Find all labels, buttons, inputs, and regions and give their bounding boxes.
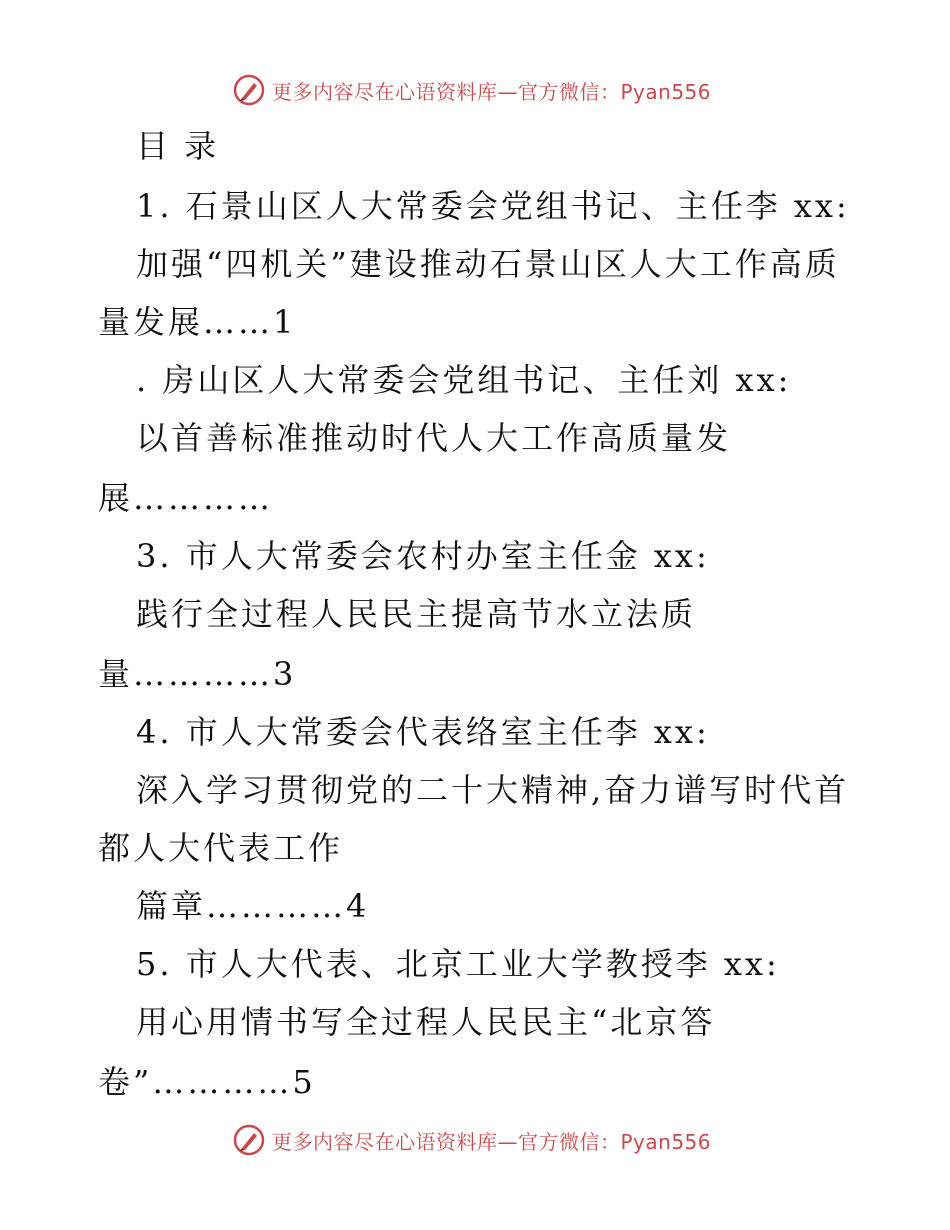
toc-entry-3-title-cont: 量…………3 <box>98 655 297 693</box>
toc-entry-4-title-cont: 都人大代表工作 <box>98 829 344 867</box>
toc-entry-1-title: 加强“四机关”建设推动石景山区人大工作高质 <box>136 245 840 283</box>
toc-entry-3-title: 践行全过程人民民主提高节水立法质 <box>136 595 697 633</box>
toc-entry-4-title: 深入学习贯彻党的二十大精神,奋力谱写时代首 <box>136 771 850 809</box>
footer-watermark <box>232 1120 711 1160</box>
toc-entry-1-title-cont: 量发展……1 <box>98 303 297 341</box>
toc-entry-5-title: 用心用情书写全过程人民民主“北京答 <box>136 1003 716 1041</box>
toc-entry-4-heading: 4. 市人大常委会代表络室主任李 xx: <box>136 713 710 751</box>
toc-entry-2-title-cont: 展………… <box>98 479 274 517</box>
toc-entry-2-heading: . 房山区人大常委会党组书记、主任刘 xx: <box>136 361 792 399</box>
pen-logo-icon <box>232 73 266 107</box>
header-watermark <box>232 70 711 110</box>
toc-entry-4-title-end: 篇章…………4 <box>136 887 370 925</box>
toc-entry-5-heading: 5. 市人大代表、北京工业大学教授李 xx: <box>136 945 780 983</box>
banner-text: 更多内容尽在心语资料库—官方微信：Pyan556 <box>272 1129 712 1154</box>
banner-text: 更多内容尽在心语资料库—官方微信：Pyan556 <box>272 79 712 104</box>
toc-entry-5-title-cont: 卷”…………5 <box>98 1063 316 1101</box>
toc-title: 目 录 <box>136 127 220 165</box>
toc-entry-3-heading: 3. 市人大常委会农村办室主任金 xx: <box>136 537 710 575</box>
toc-entry-1-heading: 1. 石景山区人大常委会党组书记、主任李 xx: <box>136 187 850 225</box>
pen-logo-icon <box>232 1123 266 1157</box>
toc-entry-2-title: 以首善标准推动时代人大工作高质量发 <box>136 419 732 457</box>
